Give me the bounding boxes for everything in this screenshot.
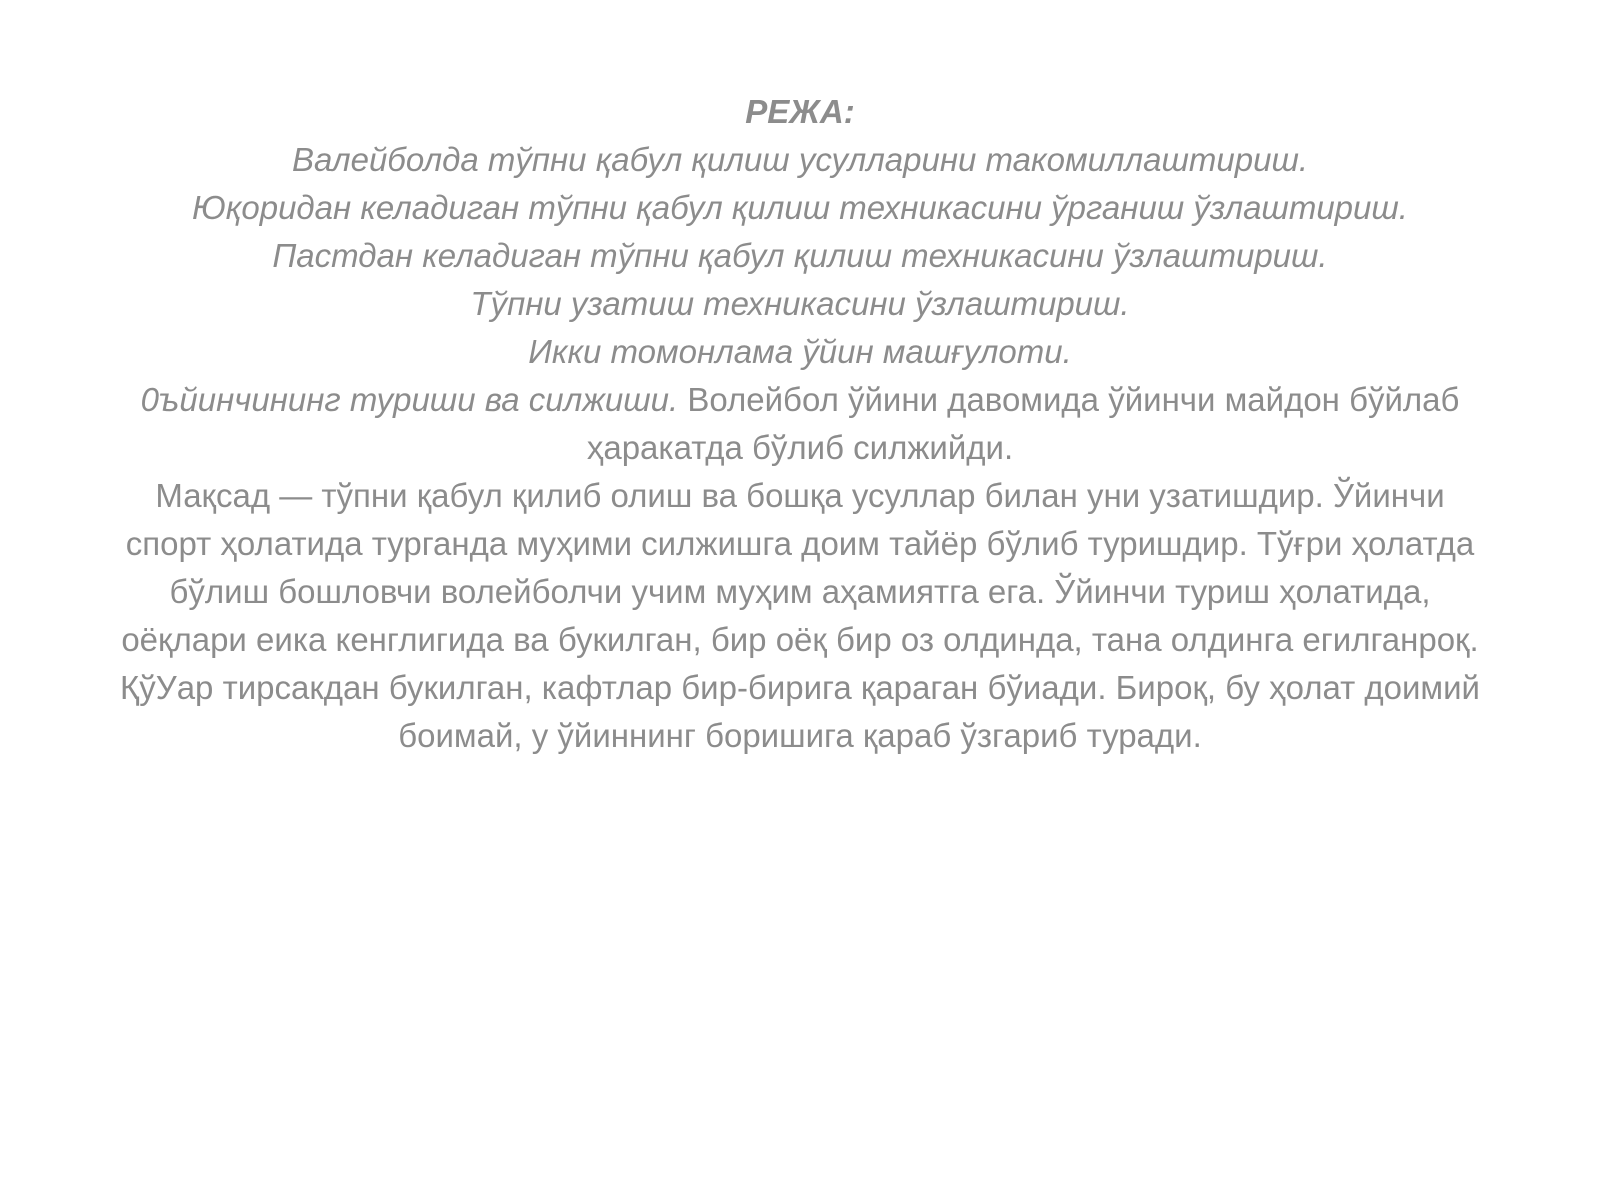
plan-item-3: Пастдан келадиган тўпни қабул қилиш техникасини ўзлаштириш. [272,237,1328,274]
plan-item-4: Тўпни узатиш техникасини ўзлаштириш. [470,285,1130,322]
paragraph-goal: Мақсад — тўпни қабул қилиб олиш ва бошқа усуллар билан уни узатишдир. Ўйинчи спорт ҳолатида турганда муҳими силжишга доим тайёр бўлиб туришдир. Тўғри ҳолатда бўлиш бошловчи волейболчи учим муҳим аҳамиятга ега. Ўйинчи туриш ҳолатида, оёқлари еика кенглигида ва букилган, бир оёқ бир оз олдинда, тана олдинга егилганроқ. ҚўУар тирсакдан букилган, кафтлар бир-бирига қараган бўиади. Бироқ, бу ҳолат доимий боимай, у ўйиннинг боришига қараб ўзгариб туради. [120,477,1480,754]
paragraph-player-stance [110,376,1490,472]
plan-item-1: Валейболда тўпни қабул қилиш усулларини такомиллаштириш. [291,141,1309,178]
plan-item-2: Юқоридан келадиган тўпни қабул қилиш техникасини ўрганиш ўзлаштириш. [192,189,1408,226]
plan-item-5: Икки томонлама ўйин машғулоти. [528,333,1072,370]
slide-text-body [110,88,1490,760]
paragraph-lead-text: Волейбол ўйини давомида ўйинчи майдон бўйлаб ҳаракатда бўлиб силжийди. [586,381,1460,466]
paragraph-lead: 0ъйинчининг туриши ва силжиши. [140,381,679,418]
plan-title: РЕЖА: [745,93,855,130]
